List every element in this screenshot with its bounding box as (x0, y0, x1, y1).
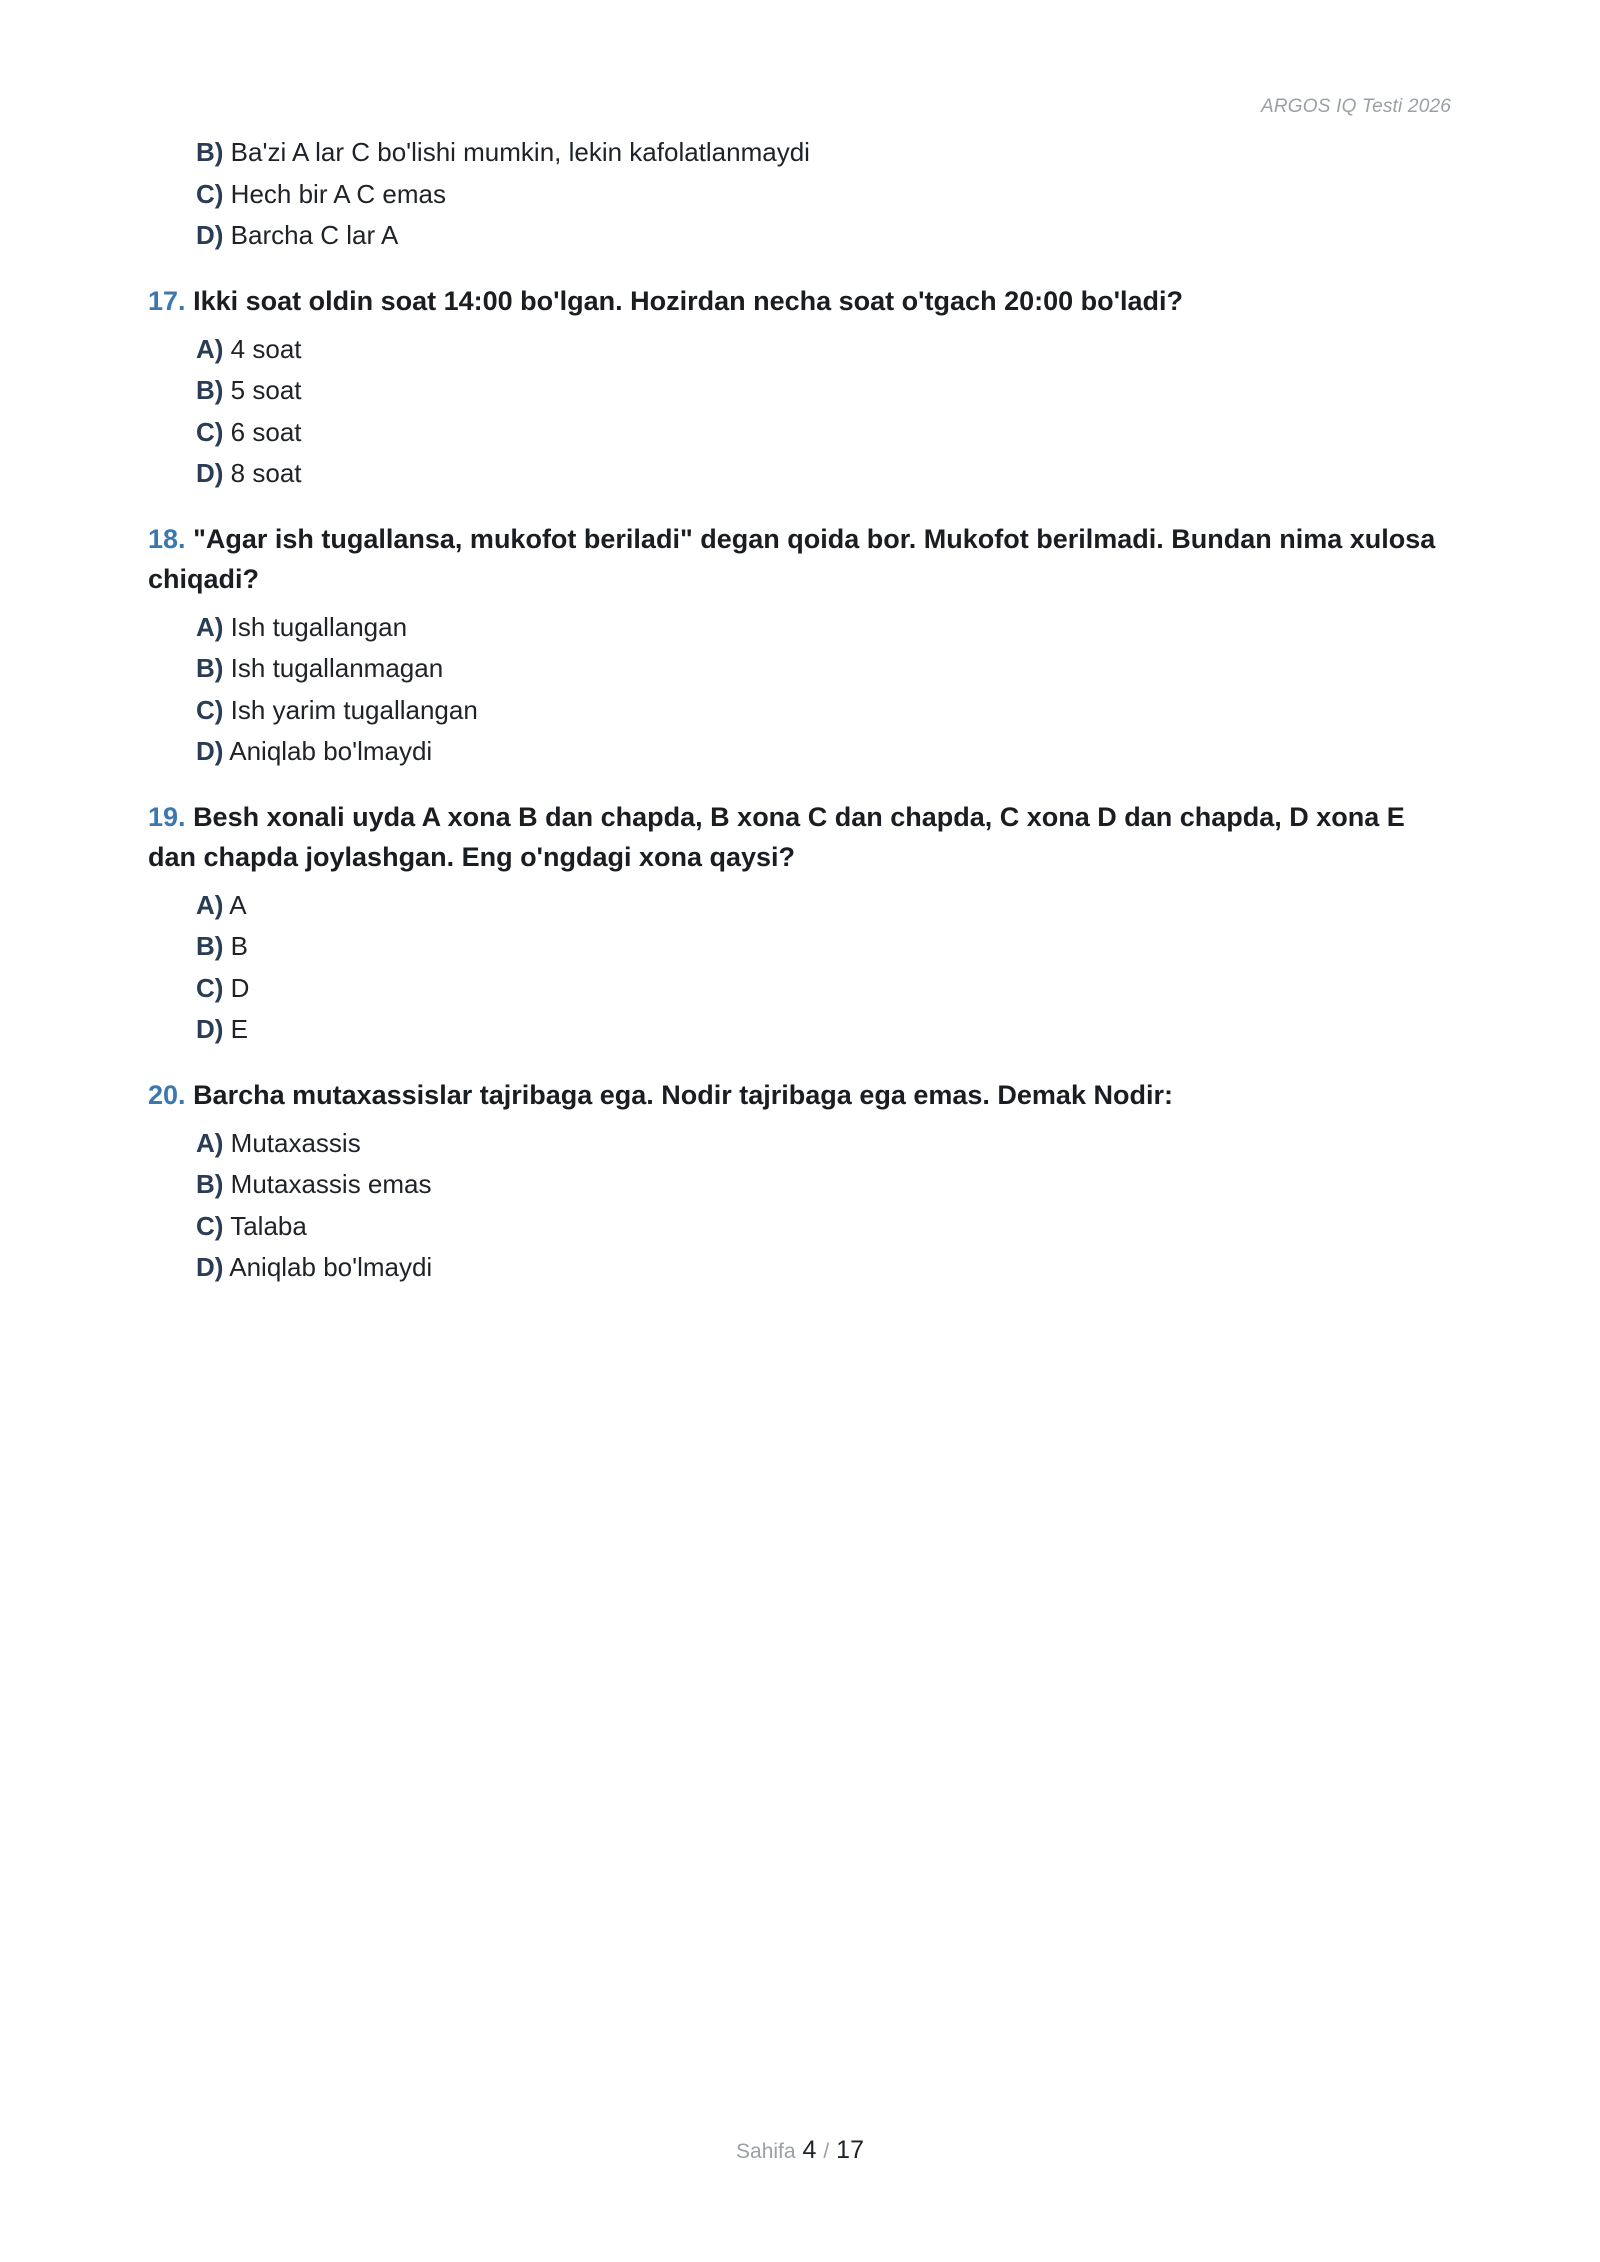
option-letter: B) (196, 137, 224, 167)
option-letter: A) (196, 889, 224, 920)
option-letter: A) (196, 1127, 224, 1158)
option-a (196, 885, 1454, 927)
option-d (196, 1247, 1454, 1289)
page-label: Sahifa (736, 2140, 796, 2163)
option-d (196, 453, 1454, 495)
page-separator: / (823, 2140, 830, 2163)
question-prompt: "Agar ish tugallansa, mukofot beriladi" degan qoida bor. Mukofot berilmadi. Bundan nima xulosa chiqadi? (148, 523, 1436, 594)
options-list (196, 1123, 1454, 1289)
option-text: Ish yarim tugallangan (230, 694, 478, 725)
option-letter: B) (196, 375, 224, 405)
option-letter: B) (196, 1169, 224, 1199)
question-prompt: Barcha mutaxassislar tajribaga ega. Nodir tajribaga ega emas. Demak Nodir: (193, 1079, 1173, 1110)
option-letter: C) (196, 1210, 224, 1241)
question-number: 19. (148, 801, 186, 832)
option-text: 4 soat (230, 333, 302, 364)
option-c (196, 1206, 1454, 1248)
question-content (148, 130, 1454, 1289)
question-text (148, 1075, 1454, 1115)
option-letter: B) (196, 931, 224, 961)
option-b (196, 1164, 1454, 1206)
option-letter: D) (196, 458, 224, 488)
option-a (196, 607, 1454, 649)
question-prompt: Ikki soat oldin soat 14:00 bo'lgan. Hozirdan necha soat o'tgach 20:00 bo'ladi? (193, 285, 1184, 316)
option-text: Ba'zi A lar C bo'lishi mumkin, lekin kafolatlanmaydi (230, 137, 810, 167)
option-c (196, 690, 1454, 732)
question-text (148, 281, 1454, 321)
option-c (196, 968, 1454, 1010)
option-text: Mutaxassis (230, 1127, 361, 1158)
question-19 (148, 797, 1454, 1051)
question-text (148, 519, 1454, 599)
option-text: Ish tugallangan (230, 611, 408, 642)
options-list (196, 607, 1454, 773)
option-letter: C) (196, 972, 224, 1003)
option-text: Hech bir A C emas (230, 178, 446, 209)
option-b (196, 370, 1454, 412)
option-text: E (230, 1014, 249, 1044)
option-c (196, 412, 1454, 454)
option-letter: D) (196, 1252, 224, 1282)
option-c (196, 174, 1454, 216)
option-b (196, 926, 1454, 968)
page-footer (0, 2136, 1600, 2165)
option-text: 8 soat (230, 458, 302, 488)
option-letter: C) (196, 694, 224, 725)
option-a (196, 1123, 1454, 1165)
option-d (196, 215, 1454, 257)
option-letter: C) (196, 416, 224, 447)
option-text: A (229, 889, 247, 920)
option-text: Aniqlab bo'lmaydi (229, 736, 433, 766)
continued-options-list (196, 132, 1454, 257)
option-text: D (230, 972, 250, 1003)
question-number: 20. (148, 1079, 186, 1110)
option-letter: A) (196, 611, 224, 642)
option-a (196, 329, 1454, 371)
header-title: ARGOS IQ Testi 2026 (1260, 96, 1451, 117)
option-letter: D) (196, 1014, 224, 1044)
question-20 (148, 1075, 1454, 1289)
options-list (196, 885, 1454, 1051)
option-text: Mutaxassis emas (230, 1169, 432, 1199)
current-page-number: 4 (802, 2136, 817, 2164)
question-17 (148, 281, 1454, 495)
option-text: Aniqlab bo'lmaydi (229, 1252, 433, 1282)
option-b (196, 132, 1454, 174)
question-number: 18. (148, 523, 186, 554)
option-d (196, 1009, 1454, 1051)
question-18 (148, 519, 1454, 773)
question-number: 17. (148, 285, 186, 316)
total-pages-number: 17 (836, 2136, 864, 2164)
option-text: B (230, 931, 249, 961)
option-d (196, 731, 1454, 773)
option-text: Ish tugallanmagan (230, 653, 444, 683)
option-text: Barcha C lar A (230, 220, 399, 250)
question-text (148, 797, 1454, 877)
option-letter: B) (196, 653, 224, 683)
option-b (196, 648, 1454, 690)
option-text: 6 soat (230, 416, 302, 447)
option-text: Talaba (230, 1210, 307, 1241)
option-letter: D) (196, 736, 224, 766)
option-letter: D) (196, 220, 224, 250)
options-list (196, 329, 1454, 495)
option-letter: A) (196, 333, 224, 364)
option-text: 5 soat (230, 375, 302, 405)
option-letter: C) (196, 178, 224, 209)
question-prompt: Besh xonali uyda A xona B dan chapda, B xona C dan chapda, C xona D dan chapda, D xona E dan chapda joylashgan. Eng o'ngdagi xona qaysi? (148, 801, 1405, 872)
